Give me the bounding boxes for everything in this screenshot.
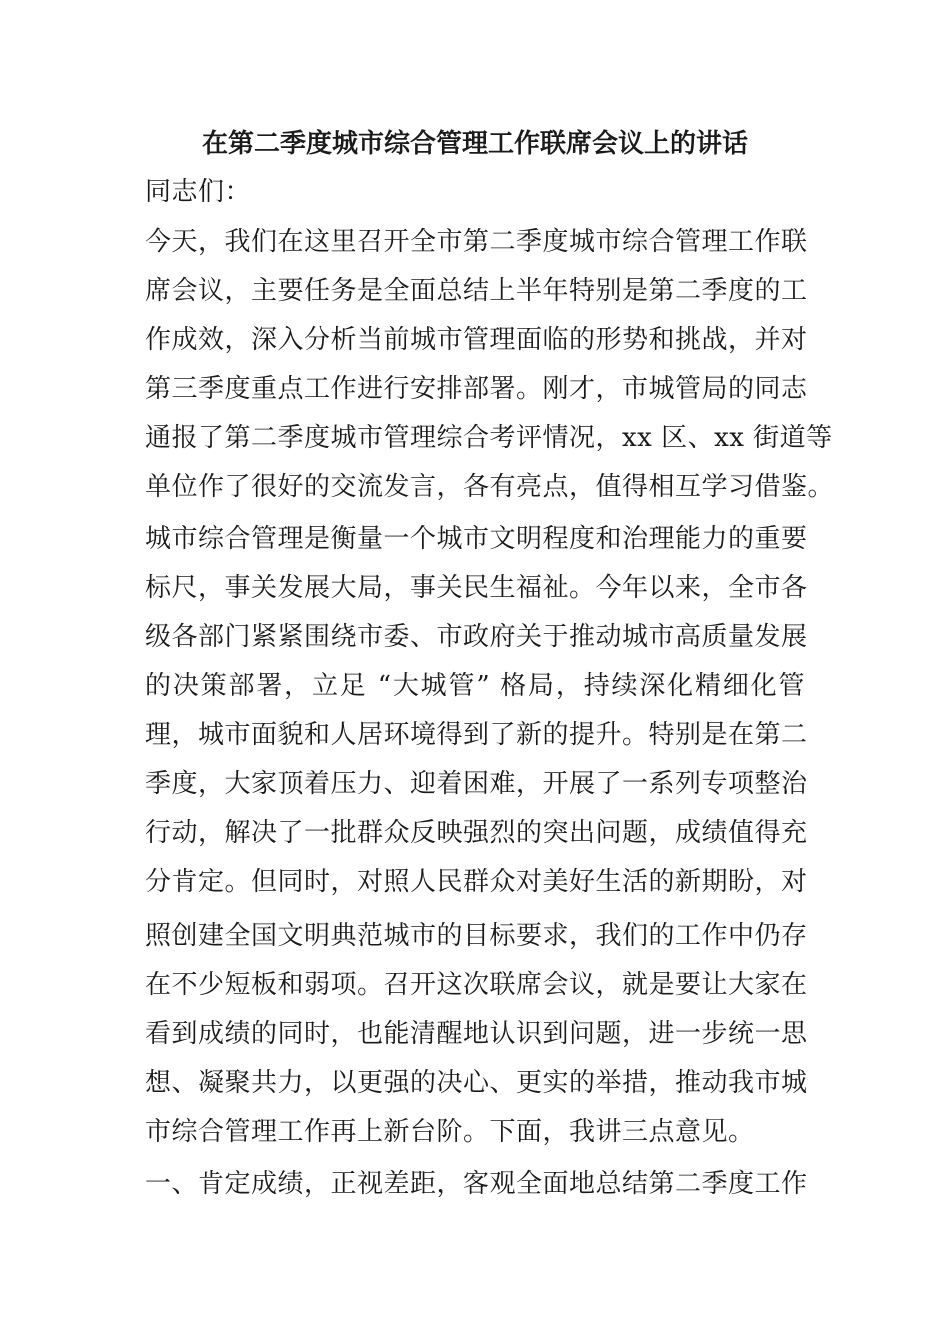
paragraph-line: 席会议，主要任务是全面总结上半年特别是第二季度的工 [145, 276, 808, 306]
paragraph-line: 标尺，事关发展大局，事关民生福祉。今年以来，全市各 [145, 573, 808, 603]
paragraph-line: 第三季度重点工作进行安排部署。刚才，市城管局的同志 [145, 374, 808, 404]
document-title: 在第二季度城市综合管理工作联席会议上的讲话 [201, 129, 748, 159]
section-heading: 一、肯定成绩，正视差距，客观全面地总结第二季度工作 [145, 1169, 808, 1199]
paragraph-line: 看到成绩的同时，也能清醒地认识到问题，进一步统一思 [145, 1019, 808, 1049]
salutation: 同志们： [145, 177, 252, 207]
paragraph-line: 季度，大家顶着压力、迎着困难，开展了一系列专项整治 [145, 769, 808, 799]
paragraph-line: 市综合管理工作再上新台阶。下面，我讲三点意见。 [145, 1117, 755, 1147]
paragraph-line: 单位作了很好的交流发言，各有亮点，值得相互学习借鉴。 [145, 472, 835, 502]
paragraph-line: 今天，我们在这里召开全市第二季度城市综合管理工作联 [145, 227, 808, 257]
paragraph-line: 分肯定。但同时，对照人民群众对美好生活的新期盼，对 [145, 867, 808, 897]
paragraph-line: 通报了第二季度城市管理综合考评情况，xx 区、xx 街道等 [145, 423, 833, 453]
paragraph-line: 级各部门紧紧围绕市委、市政府关于推动城市高质量发展 [145, 622, 808, 652]
paragraph-line: 理，城市面貌和人居环境得到了新的提升。特别是在第二 [145, 720, 808, 750]
paragraph-line: 的决策部署，立足 “大城管” 格局，持续深化精细化管 [145, 671, 805, 701]
paragraph-line: 作成效，深入分析当前城市管理面临的形势和挑战，并对 [145, 325, 808, 355]
paragraph-line: 在不少短板和弱项。召开这次联席会议，就是要让大家在 [145, 970, 808, 1000]
paragraph-line: 行动，解决了一批群众反映强烈的突出问题，成绩值得充 [145, 818, 808, 848]
paragraph-line: 想、凝聚共力，以更强的决心、更实的举措，推动我市城 [145, 1068, 808, 1098]
paragraph-line: 城市综合管理是衡量一个城市文明程度和治理能力的重要 [145, 524, 808, 554]
paragraph-line: 照创建全国文明典范城市的目标要求，我们的工作中仍存 [145, 921, 808, 951]
